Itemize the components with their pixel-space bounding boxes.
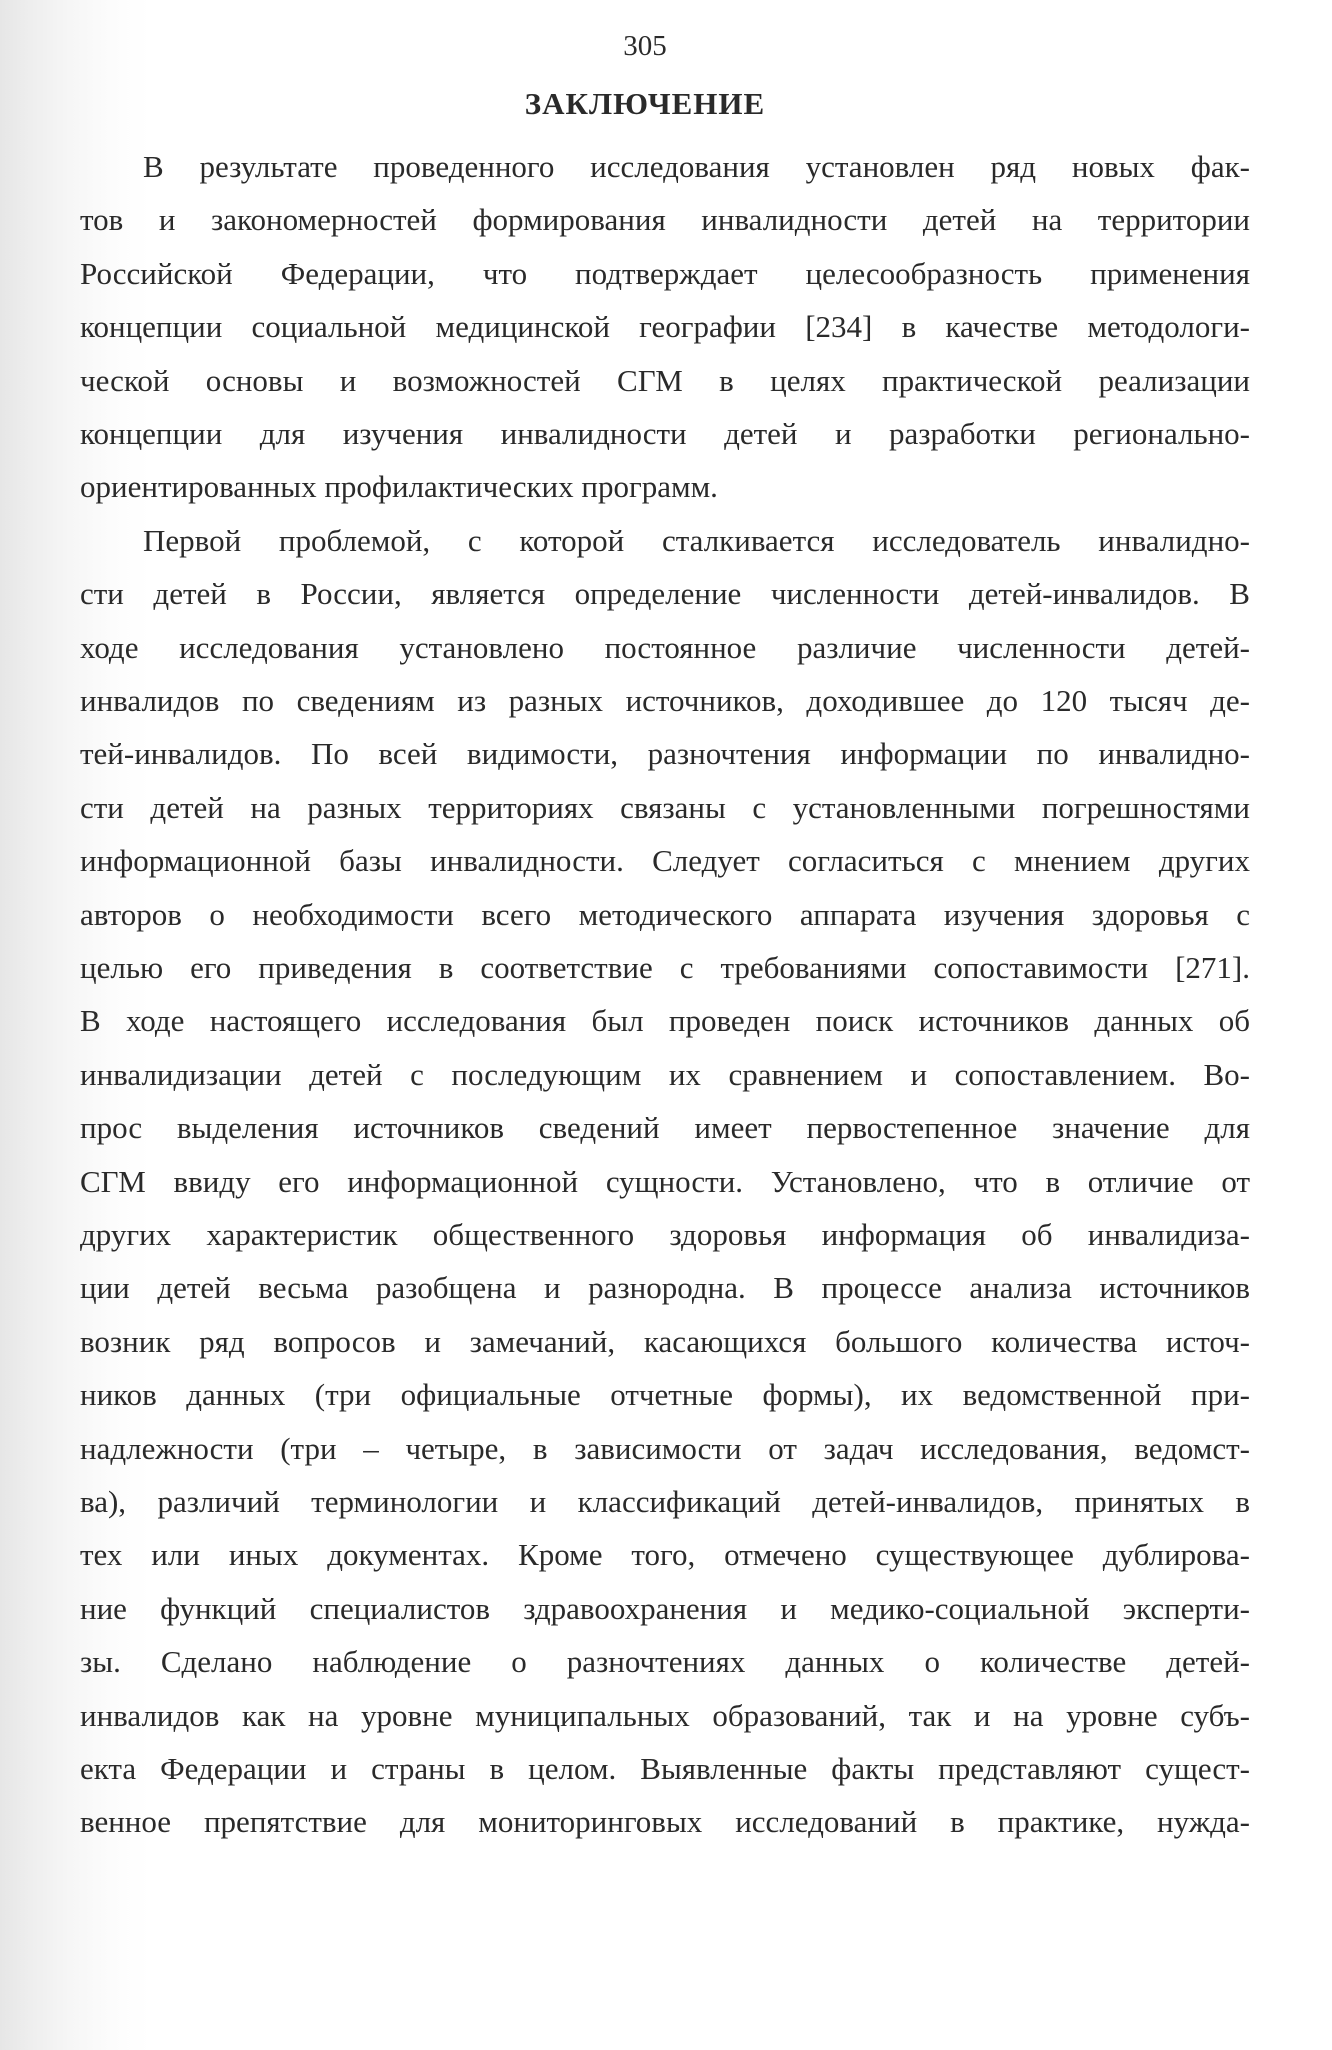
text-line: В результате проведенного исследования установлен ряд новых фак- (143, 149, 1250, 184)
text-line: тей-инвалидов. По всей видимости, разночтения информации по инвалидно- (80, 736, 1250, 772)
text-line: ходе исследования установлено постоянное различие численности детей- (80, 629, 1250, 665)
text-line: концепции социальной медицинской географии [234] в качестве методологи- (80, 309, 1250, 345)
text-line: инвалидов по сведениям из разных источников, доходившее до 120 тысяч де- (80, 683, 1250, 718)
text-line: возник ряд вопросов и замечаний, касающихся большого количества источ- (80, 1323, 1250, 1359)
text-line: других характеристик общественного здоровья информация об инвалидиза- (80, 1217, 1250, 1252)
text-line: надлежности (три – четыре, в зависимости от задач исследования, ведомст- (80, 1430, 1250, 1466)
text-line: тов и закономерностей формирования инвалидности детей на территории (80, 202, 1250, 238)
text-line: ников данных (три официальные отчетные формы), их ведомственной при- (80, 1377, 1250, 1413)
text-line: ции детей весьма разобщена и разнородна. В процессе анализа источников (80, 1270, 1250, 1306)
text-line: СГМ ввиду его информационной сущности. Установлено, что в отличие от (80, 1163, 1250, 1199)
page-title: ЗАКЛЮЧЕНИЕ (524, 86, 766, 121)
text-line: прос выделения источников сведений имеет первостепенное значение для (80, 1110, 1250, 1146)
text-line: ческой основы и возможностей СГМ в целях практической реализации (80, 362, 1250, 398)
text-line: екта Федерации и страны в целом. Выявленные факты представляют сущест- (80, 1751, 1250, 1786)
text-line: инвалидизации детей с последующим их сравнением и сопоставлением. Во- (80, 1056, 1250, 1092)
page-number: 305 (623, 30, 667, 62)
text-line: инвалидов как на уровне муниципальных образований, так и на уровне субъ- (80, 1697, 1250, 1733)
text-line: сти детей в России, является определение численности детей-инвалидов. В (80, 576, 1250, 612)
text-line: авторов о необходимости всего методического аппарата изучения здоровья с (80, 896, 1250, 932)
text-line: Российской Федерации, что подтверждает целесообразность применения (80, 255, 1250, 291)
text-line: зы. Сделано наблюдение о разночтениях данных о количестве детей- (80, 1644, 1250, 1680)
text-line: ориентированных профилактических программ. (80, 469, 718, 505)
text-line: ние функций специалистов здравоохранения и медико-социальной эксперти- (80, 1590, 1250, 1626)
text-line: В ходе настоящего исследования был проведен поиск источников данных об (80, 1003, 1250, 1039)
text-line: целью его приведения в соответствие с требованиями сопоставимости [271]. (80, 950, 1250, 985)
text-line: венное препятствие для мониторинговых исследований в практике, нужда- (80, 1804, 1250, 1840)
text-line: концепции для изучения инвалидности детей и разработки регионально- (80, 416, 1250, 451)
text-line: информационной базы инвалидности. Следует согласиться с мнением других (80, 843, 1250, 879)
text-line: ва), различий терминологии и классификаций детей-инвалидов, принятых в (80, 1484, 1250, 1519)
text-line: тех или иных документах. Кроме того, отмечено существующее дублирова- (80, 1537, 1250, 1573)
text-line: сти детей на разных территориях связаны с установленными погрешностями (80, 789, 1250, 825)
text-line: Первой проблемой, с которой сталкивается исследователь инвалидно- (143, 522, 1250, 558)
